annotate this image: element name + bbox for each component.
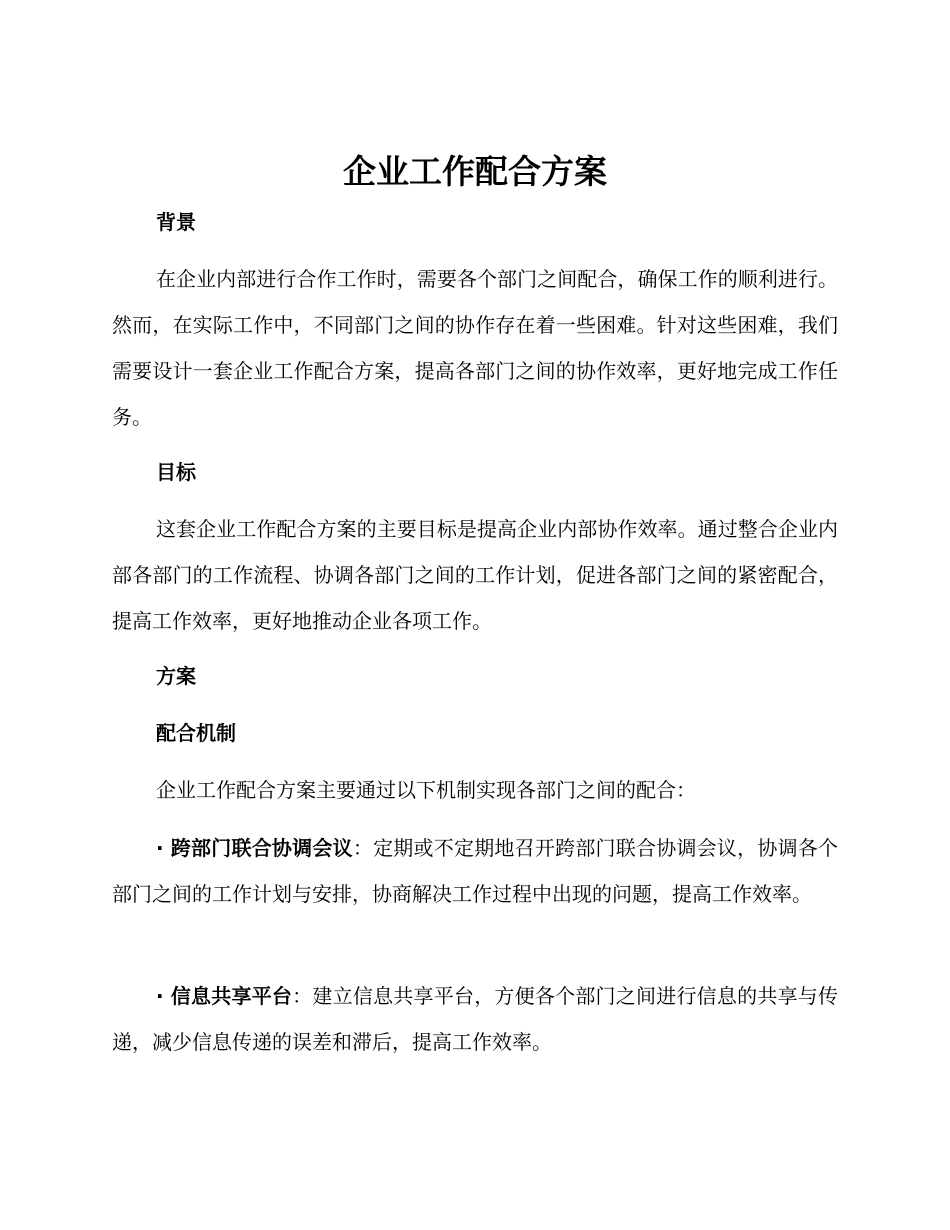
list-item-colon: ： bbox=[352, 836, 374, 860]
list-item bbox=[112, 973, 838, 1065]
list-item-colon: ： bbox=[292, 984, 313, 1008]
section-heading-goal: 目标 bbox=[156, 460, 196, 484]
goal-paragraph: 这套企业工作配合方案的主要目标是提高企业内部协作效率。通过整合企业内部各部门的工作流程、协调各部门之间的工作计划，促进各部门之间的紧密配合，提高工作效率，更好地推动企业各项工作。 bbox=[112, 517, 838, 633]
list-item-text: 建立信息共享平台，方便各个部门之间进行信息的共享与传递，减少信息传递的误差和滞后，提高工作效率。 bbox=[112, 984, 839, 1054]
section-heading-background: 背景 bbox=[156, 210, 196, 234]
list-item-text: 定期或不定期地召开跨部门联合协调会议，协调各个部门之间的工作计划与安排，协商解决工作过程中出现的问题，提高工作效率。 bbox=[112, 836, 839, 906]
list-item-term: 信息共享平台 bbox=[170, 984, 293, 1008]
bullet-marker: · bbox=[156, 984, 171, 1008]
bullet-marker: · bbox=[156, 836, 171, 860]
background-paragraph: 在企业内部进行合作工作时，需要各个部门之间配合，确保工作的顺利进行。然而，在实际工作中，不同部门之间的协作存在着一些困难。针对这些困难，我们需要设计一套企业工作配合方案，提高各部门之间的协作效率，更好地完成工作任务。 bbox=[112, 267, 838, 429]
section-heading-plan: 方案 bbox=[156, 664, 196, 688]
document-title: 企业工作配合方案 bbox=[343, 152, 607, 191]
plan-intro-paragraph: 企业工作配合方案主要通过以下机制实现各部门之间的配合： bbox=[156, 778, 696, 802]
subheading-cooperation-mechanism: 配合机制 bbox=[156, 721, 236, 745]
list-item bbox=[112, 825, 838, 917]
list-item-term: 跨部门联合协调会议 bbox=[170, 836, 353, 860]
